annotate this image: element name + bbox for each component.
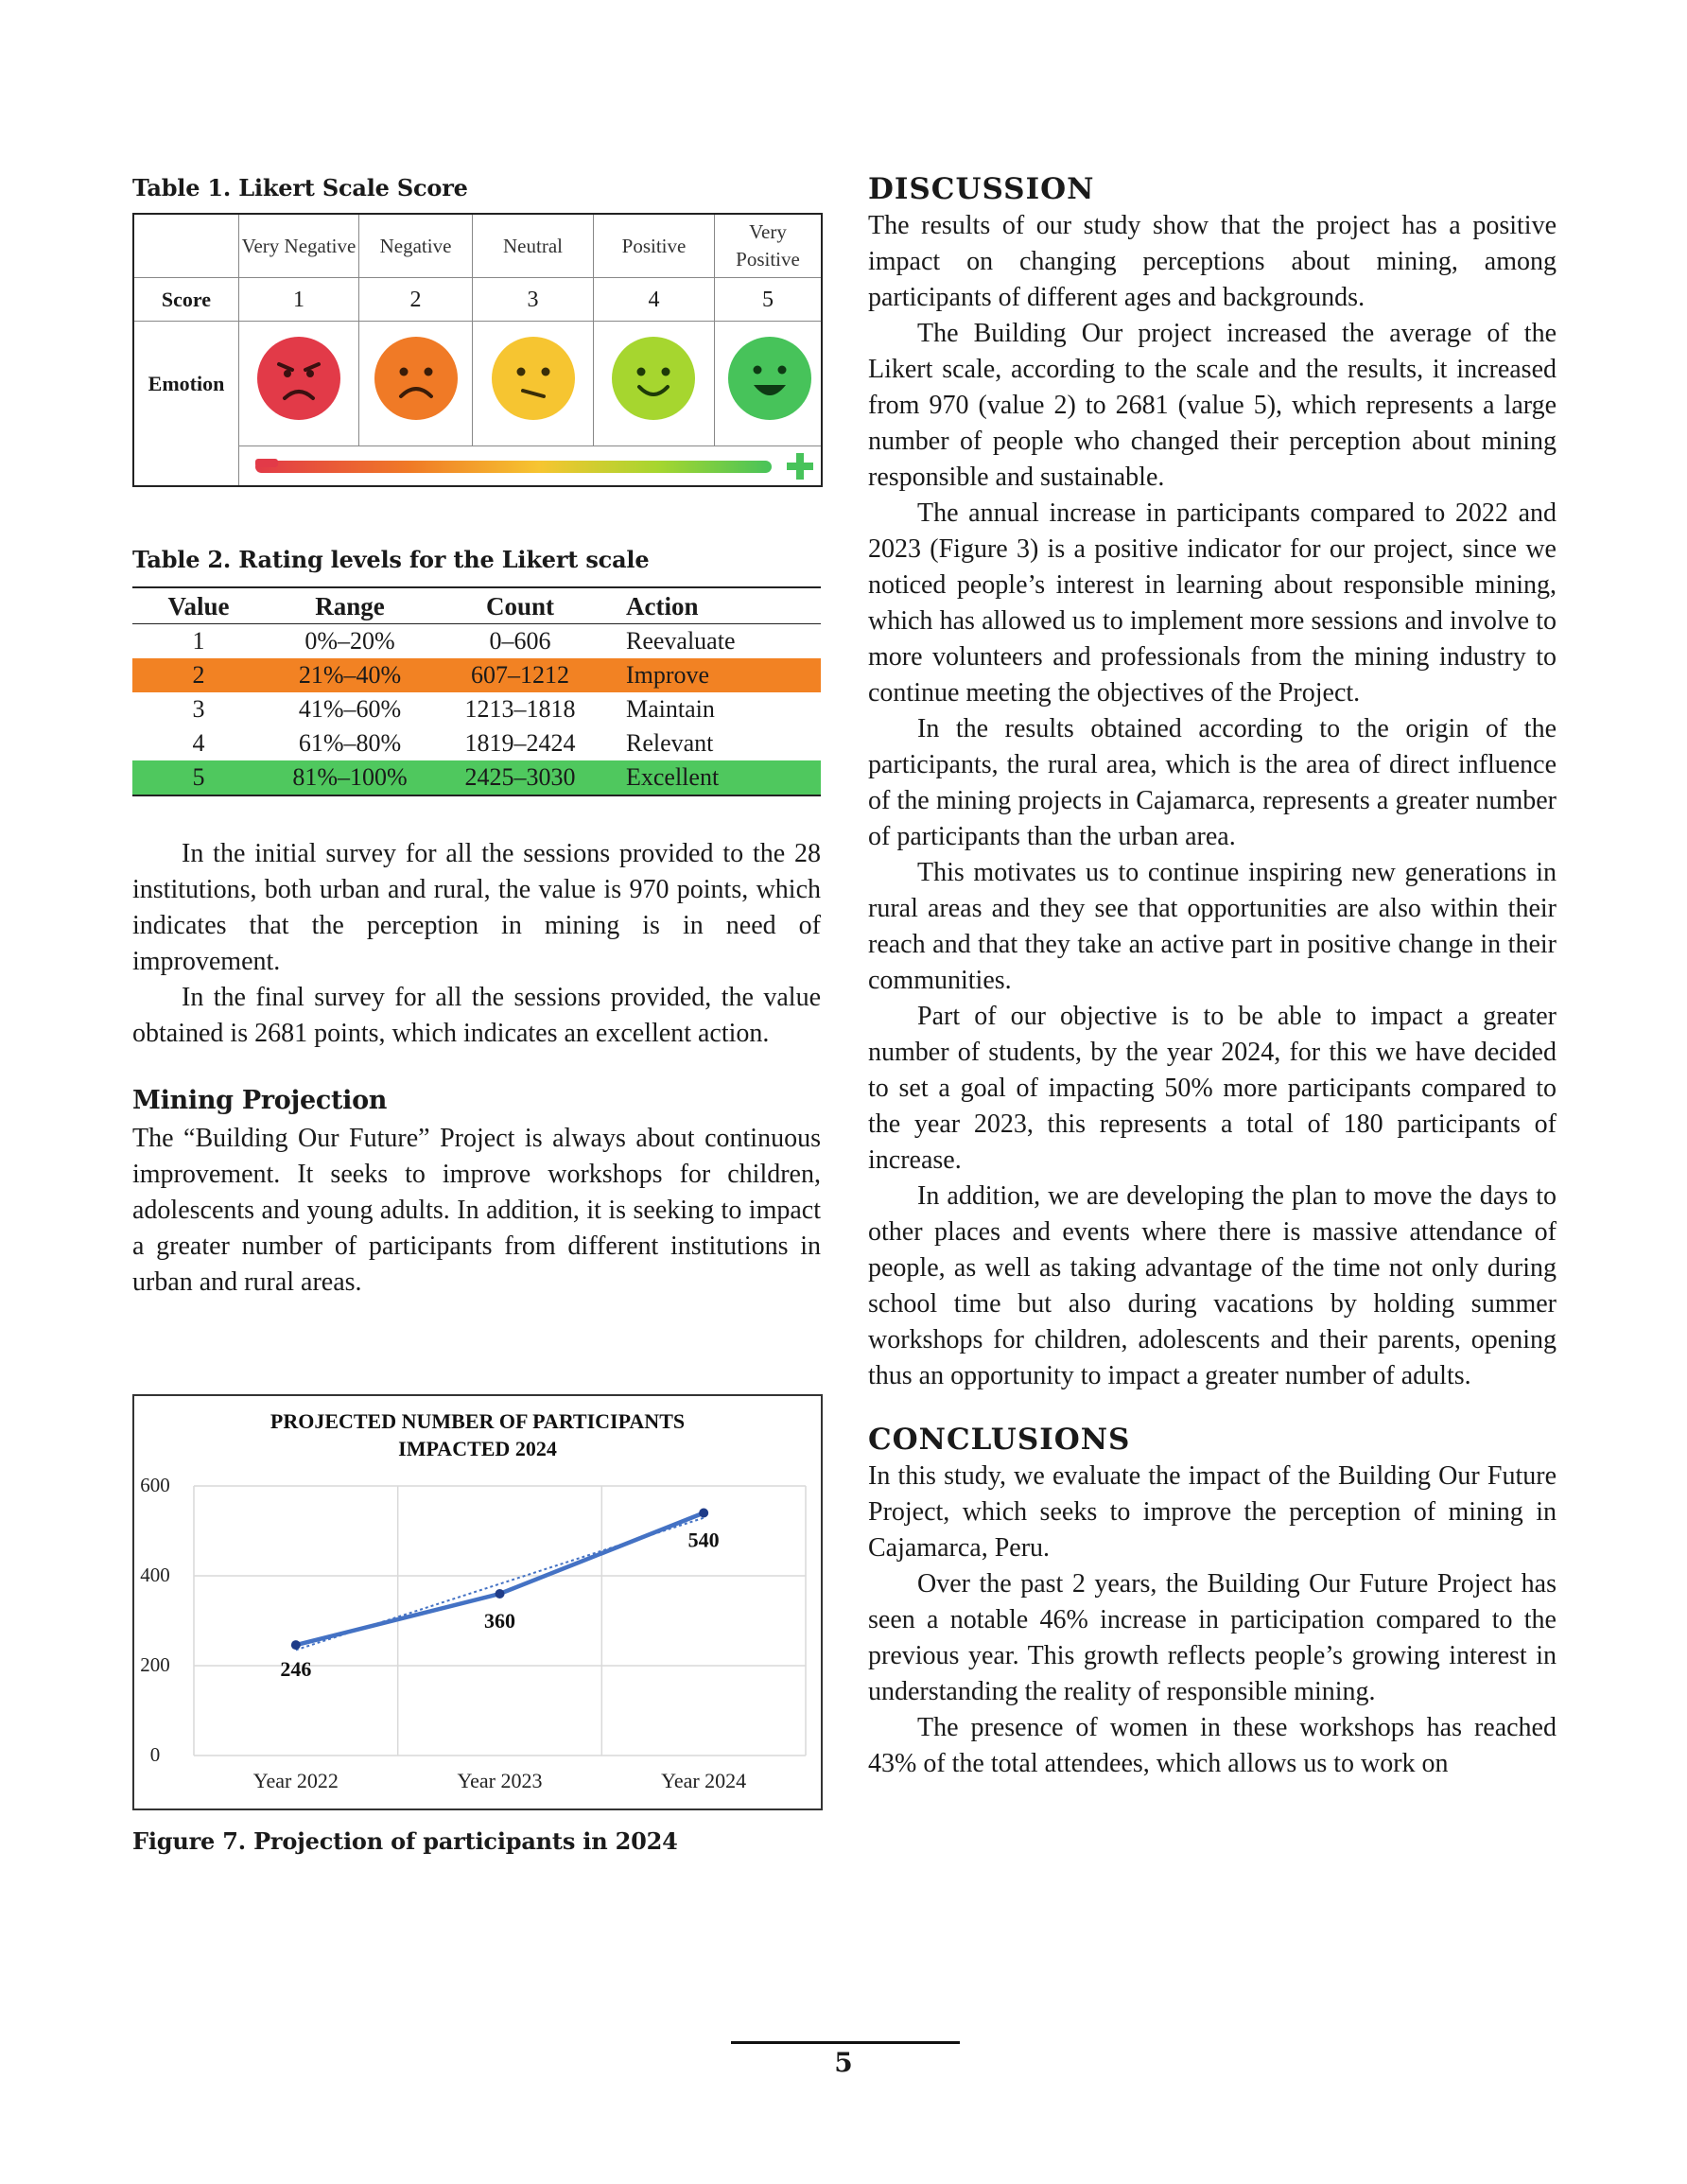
body-paragraph: This motivates us to continue inspiring new generations in rural areas and they see that opportunities are also within their reach and that they take an active part in positive change in their communities. [868, 858, 1557, 995]
table-divider [134, 277, 821, 278]
chart-title: PROJECTED NUMBER OF PARTICIPANTS [270, 1409, 686, 1433]
header-very-negative: Very Negative [241, 234, 357, 257]
table-row [132, 658, 821, 692]
body-paragraph: Part of our objective is to be able to impact a greater number of students, by the year 2024, for this we have decided to set a goal of impacting 50% more participants compared to the year 2023, this represents a total of 180 participants of increase. [868, 1002, 1557, 1175]
x-tick-label: Year 2024 [661, 1769, 747, 1792]
cell-action: Excellent [605, 760, 821, 795]
table-row [132, 760, 821, 795]
positive-face-icon [611, 336, 696, 421]
table-row [132, 726, 821, 760]
right-column [868, 172, 1557, 1782]
body-paragraph: In the final survey for all the sessions provided, the value obtained is 2681 points, which indicates an excellent action. [132, 983, 821, 1048]
mining-projection-heading: Mining Projection [132, 1086, 388, 1115]
very-negative-face-icon [256, 336, 341, 421]
cell-range: 61%–80% [298, 729, 402, 757]
body-paragraph: The results of our study show that the project has a positive impact on changing perceptions about mining, among participants of different ages and backgrounds. [868, 211, 1557, 312]
cell-action: Maintain [626, 695, 715, 723]
header-negative: Negative [379, 234, 452, 257]
table-divider [134, 321, 821, 322]
table-row [132, 624, 821, 659]
projection-chart [132, 1394, 823, 1810]
x-axis-labels [253, 1769, 746, 1792]
negative-face-icon [374, 336, 459, 421]
cell-count: 1213–1818 [464, 695, 576, 723]
body-paragraph: Over the past 2 years, the Building Our Future Project has seen a notable 46% increase in participation compared to the previous year. This growth reflects people’s growing interest in understanding the reality of responsible mining. [868, 1569, 1557, 1706]
score-value: 4 [648, 287, 660, 312]
likert-scale-table [132, 213, 823, 487]
footer-rule [731, 2041, 960, 2044]
body-paragraph: In addition, we are developing the plan to move the days to other places and events where there is massive attendance of people, as well as taking advantage of the time not only during school time but also during vacations by holding summer workshops for children, adolescents and their parents, opening thus an opportunity to impact a greater number of adults. [868, 1181, 1557, 1390]
cell-count: 2425–3030 [435, 760, 605, 795]
table1-caption: Table 1. Likert Scale Score [132, 174, 468, 201]
cell-value: 1 [192, 627, 205, 655]
y-tick-label: 600 [140, 1474, 170, 1496]
very-positive-face-icon [727, 336, 812, 421]
body-paragraph: In the initial survey for all the sessions provided to the 28 institutions, both urban and rural, the value is 970 points, which indicates that the perception in mining is in need of improvement. [132, 839, 821, 976]
y-tick-label: 200 [140, 1653, 170, 1676]
cell-range: 0%–20% [304, 627, 395, 655]
chart-series [280, 1509, 719, 1682]
body-paragraph: In this study, we evaluate the impact of the Building Our Future Project, which seeks to improve the perception of mining in Cajamarca, Peru. [868, 1461, 1557, 1563]
column-header: Count [435, 587, 605, 624]
data-point [496, 1589, 505, 1599]
chart-title: IMPACTED 2024 [398, 1437, 557, 1460]
column-header: Value [132, 587, 265, 624]
score-value: 1 [293, 287, 304, 312]
cell-value: 3 [192, 695, 205, 723]
discussion-heading: DISCUSSION [868, 172, 1095, 206]
body-paragraph: The Building Our project increased the average of the Likert scale, according to the scale and the results, it increased from 970 (value 2) to 2681 (value 5), which represents a large number of people who changed their perception about mining responsible and sustainable. [868, 319, 1557, 492]
cell-count: 1819–2424 [464, 729, 576, 757]
page-number: 5 [834, 2047, 853, 2078]
neutral-face-icon [491, 336, 576, 421]
table2-caption: Table 2. Rating levels for the Likert scale [132, 546, 650, 573]
body-paragraph: The presence of women in these workshops has reached 43% of the total attendees, which allows us to work on [868, 1713, 1557, 1778]
y-tick-label: 0 [149, 1743, 161, 1766]
body-paragraph: The annual increase in participants compared to 2022 and 2023 (Figure 3) is a positive indicator for our project, since we noticed people’s interest in learning about responsible mining, which has allowed us to implement more sessions and involve to more volunteers and professionals from the mining industry to continue meeting the objectives of the Project. [868, 498, 1557, 708]
figure-caption: Figure 7. Projection of participants in 2024 [132, 1827, 678, 1855]
cell-value: 2 [192, 661, 205, 689]
cell-action: Reevaluate [626, 627, 736, 655]
cell-action: Relevant [626, 729, 714, 757]
score-row-label: Score [161, 288, 212, 311]
header-positive: Positive [621, 234, 687, 257]
data-point [699, 1509, 708, 1518]
column-header: Action [605, 587, 821, 624]
plus-icon [796, 453, 804, 480]
y-tick-label: 400 [140, 1564, 170, 1586]
left-column [132, 174, 821, 1301]
cell-count: 0–606 [489, 627, 551, 655]
y-axis-ticks [140, 1474, 170, 1766]
minus-icon [255, 459, 278, 467]
data-label: 360 [484, 1609, 515, 1633]
data-point [291, 1640, 301, 1650]
cell-value: 5 [132, 760, 265, 795]
score-value: 2 [409, 287, 422, 312]
line-chart [134, 1396, 821, 1808]
data-label: 540 [687, 1528, 720, 1552]
emotion-row-label: Emotion [148, 372, 225, 395]
cell-count: 607–1212 [471, 661, 569, 689]
cell-range: 41%–60% [298, 695, 402, 723]
column-header: Range [265, 587, 435, 624]
rating-levels-table [132, 586, 821, 796]
header-neutral: Neutral [503, 234, 563, 257]
body-paragraph: In the results obtained according to the origin of the participants, the rural area, which is the area of direct influence of the mining projects in Cajamarca, represents a greater number of participants than the urban area. [868, 714, 1557, 851]
cell-action: Improve [626, 661, 710, 689]
x-tick-label: Year 2022 [252, 1769, 339, 1792]
sentiment-scale-bar [255, 461, 772, 473]
body-paragraph: The “Building Our Future” Project is always about continuous improvement. It seeks to improve workshops for children, adolescents and young adults. In addition, it is seeking to impact a greater number of participants from different institutions in urban and rural areas. [132, 1124, 821, 1297]
cell-range: 21%–40% [298, 661, 402, 689]
table-row [132, 692, 821, 726]
cell-range: 81%–100% [265, 760, 435, 795]
score-value: 3 [527, 287, 539, 312]
conclusions-heading: CONCLUSIONS [868, 1423, 1131, 1457]
header-very-positive: Very Positive [736, 220, 800, 271]
score-value: 5 [762, 287, 774, 312]
x-tick-label: Year 2023 [457, 1769, 543, 1792]
cell-value: 4 [192, 729, 205, 757]
data-label: 246 [280, 1657, 312, 1682]
left-body-text [132, 836, 821, 1301]
